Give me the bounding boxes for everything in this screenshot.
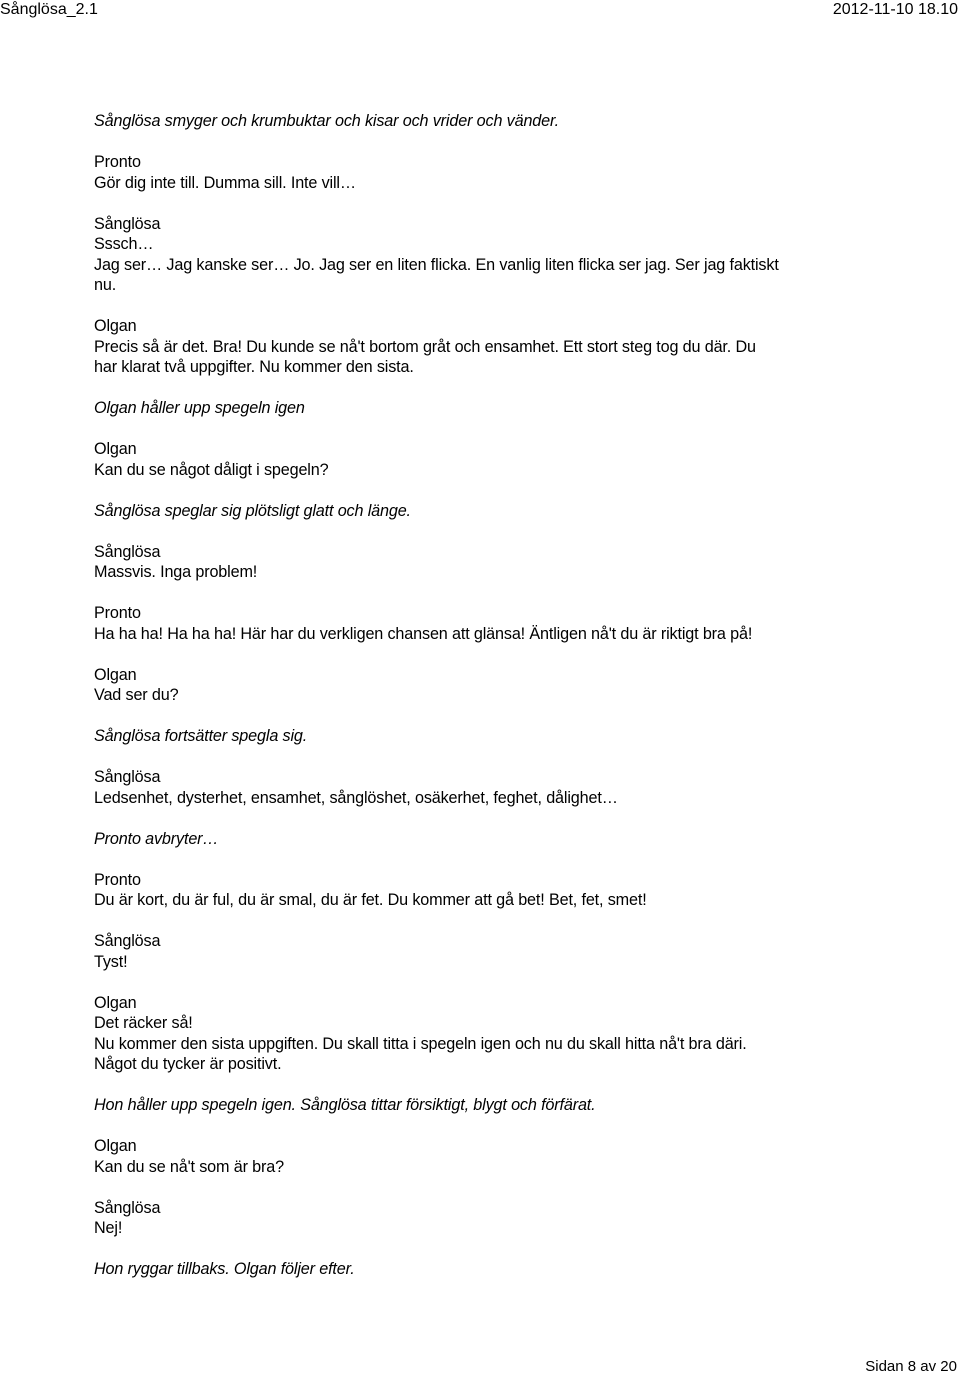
dialogue-line: Vad ser du? xyxy=(94,686,179,704)
stage-direction xyxy=(94,726,944,747)
document-date: 2012-11-10 18.10 xyxy=(832,1,958,18)
dialogue-line: Nu kommer den sista uppgiften. Du skall titta i spegeln igen och nu du skall hitta nå't bra däri. xyxy=(94,1034,747,1053)
dialogue-line: Det räcker så! xyxy=(94,1014,193,1032)
dialogue-block xyxy=(94,316,944,378)
dialogue-line: Du är kort, du är ful, du är smal, du är fet. Du kommer att gå bet! Bet, fet, smet! xyxy=(94,891,647,909)
speaker-name: Pronto xyxy=(94,153,141,171)
speaker-name: Olgan xyxy=(94,317,137,335)
speaker-name: Olgan xyxy=(94,665,137,684)
stage-direction-line: Hon håller upp spegeln igen. Sånglösa tittar försiktigt, blygt och förfärat. xyxy=(94,1096,596,1114)
dialogue-line: Ledsenhet, dysterhet, ensamhet, sånglöshet, osäkerhet, feghet, dålighet… xyxy=(94,788,618,807)
stage-direction xyxy=(94,398,944,419)
stage-direction xyxy=(94,1095,944,1116)
speaker-name: Sånglösa xyxy=(94,932,161,950)
stage-direction-line: Olgan håller upp spegeln igen xyxy=(94,399,305,417)
stage-direction-line: Hon ryggar tillbaks. Olgan följer efter. xyxy=(94,1260,355,1278)
dialogue-line: Kan du se nå't som är bra? xyxy=(94,1157,284,1176)
stage-direction-line: Sånglösa fortsätter spegla sig. xyxy=(94,727,308,745)
dialogue-line: Ha ha ha! Ha ha ha! Här har du verkligen chansen att glänsa! Äntligen nå't du är riktigt bra på! xyxy=(94,624,753,643)
stage-direction-line: Pronto avbryter… xyxy=(94,829,219,848)
speaker-name: Sånglösa xyxy=(94,768,161,786)
speaker-name: Sånglösa xyxy=(94,542,161,561)
dialogue-block xyxy=(94,1136,944,1177)
speaker-name: Olgan xyxy=(94,993,137,1012)
stage-direction-line: Sånglösa speglar sig plötsligt glatt och länge. xyxy=(94,501,411,520)
stage-direction xyxy=(94,1259,944,1280)
speaker-name: Olgan xyxy=(94,1137,137,1155)
dialogue-line: Något du tycker är positivt. xyxy=(94,1055,282,1073)
dialogue-block xyxy=(94,870,944,911)
dialogue-line: nu. xyxy=(94,276,117,294)
document-name: Sånglösa_2.1 xyxy=(0,1,98,18)
page-header xyxy=(0,0,960,22)
speaker-name: Pronto xyxy=(94,604,141,622)
dialogue-line: har klarat två uppgifter. Nu kommer den sista. xyxy=(94,358,414,376)
dialogue-block xyxy=(94,152,944,193)
dialogue-line: Tyst! xyxy=(94,952,128,971)
dialogue-block xyxy=(94,439,944,480)
speaker-name: Sånglösa xyxy=(94,214,161,233)
dialogue-block xyxy=(94,214,944,296)
stage-direction-line: Sånglösa smyger och krumbuktar och kisar och vrider och vänder. xyxy=(94,112,559,130)
speaker-name: Sånglösa xyxy=(94,1198,161,1217)
dialogue-block xyxy=(94,1198,944,1239)
dialogue-block xyxy=(94,931,944,972)
speaker-name: Olgan xyxy=(94,440,137,458)
dialogue-line: Precis så är det. Bra! Du kunde se nå't bortom gråt och ensamhet. Ett stort steg tog du där. Du xyxy=(94,337,756,356)
dialogue-line: Jag ser… Jag kanske ser… Jo. Jag ser en liten flicka. En vanlig liten flicka ser jag. Ser jag faktiskt xyxy=(94,255,779,274)
dialogue-block xyxy=(94,767,944,808)
stage-direction xyxy=(94,829,944,850)
page-number: Sidan 8 av 20 xyxy=(865,1358,957,1375)
dialogue-block xyxy=(94,542,944,583)
dialogue-line: Kan du se något dåligt i spegeln? xyxy=(94,460,329,479)
dialogue-line: Sssch… xyxy=(94,235,154,253)
dialogue-block xyxy=(94,993,944,1075)
dialogue-block xyxy=(94,665,944,706)
stage-direction xyxy=(94,501,944,522)
script-body xyxy=(94,111,944,1300)
stage-direction xyxy=(94,111,944,132)
speaker-name: Pronto xyxy=(94,870,141,889)
dialogue-line: Massvis. Inga problem! xyxy=(94,563,258,581)
dialogue-line: Nej! xyxy=(94,1219,123,1237)
dialogue-block xyxy=(94,603,944,644)
dialogue-line: Gör dig inte till. Dumma sill. Inte vill… xyxy=(94,173,356,192)
